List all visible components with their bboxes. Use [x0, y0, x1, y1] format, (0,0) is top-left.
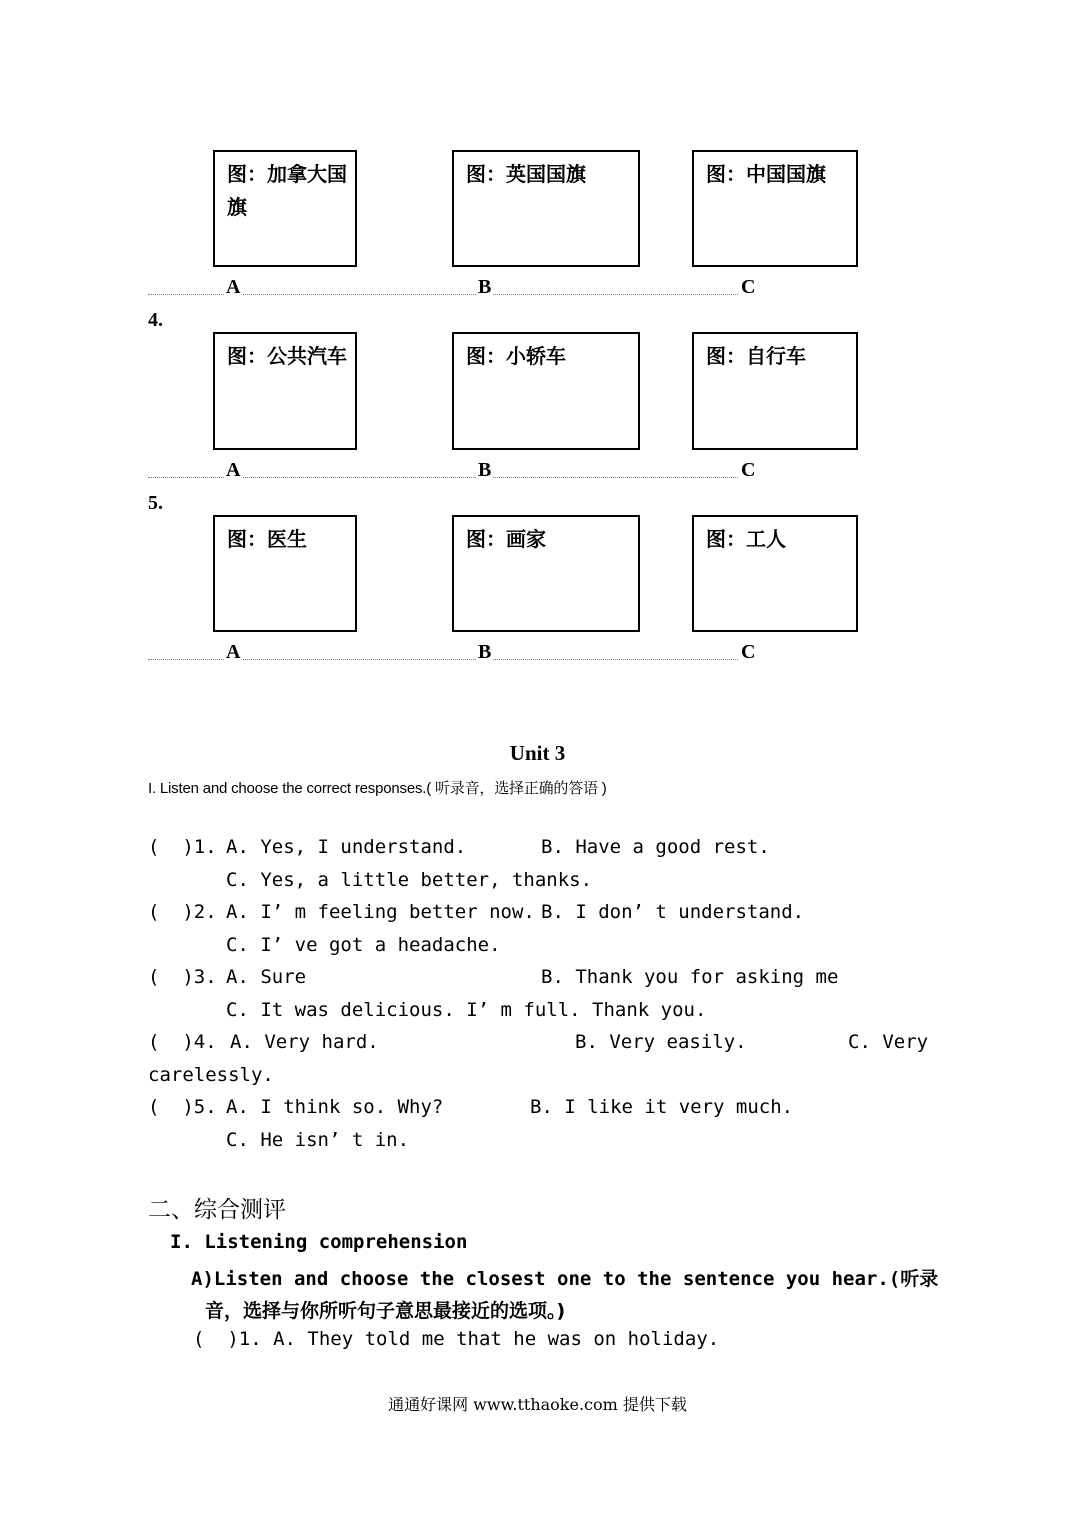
answer-bracket[interactable]: ( )4.: [148, 1031, 217, 1053]
option-letter-a: A: [226, 641, 241, 663]
option-letter-b: B: [478, 459, 492, 481]
option-c: C. It was delicious. I’ m full. Thank you.: [226, 999, 707, 1021]
picture-caption: 图：加拿大国旗: [227, 162, 347, 219]
answer-bracket[interactable]: ( )5.: [148, 1096, 217, 1118]
option-letter-c: C: [741, 641, 756, 663]
answer-bracket[interactable]: ( )1.: [148, 836, 217, 858]
picture-caption: 图：小轿车: [466, 344, 566, 368]
unit-title: Unit 3: [509, 741, 566, 765]
option-a: A. Very hard.: [230, 1031, 379, 1053]
option-letter-a: A: [226, 459, 241, 481]
option-a: A. Yes, I understand.: [226, 836, 467, 858]
picture-box-bicycle: [692, 332, 858, 450]
picture-box-painter: [452, 515, 640, 632]
option-b: B. Very easily.: [575, 1031, 747, 1053]
option-letter-b: B: [478, 276, 492, 298]
option-c: C. Very: [848, 1031, 929, 1053]
option-b: B. Have a good rest.: [541, 836, 770, 858]
footer-credit: 通通好课网 www.tthaoke.com 提供下载: [388, 1395, 687, 1414]
picture-box-bus: [213, 332, 357, 450]
picture-caption: 图：工人: [706, 527, 786, 551]
answer-bracket[interactable]: ( )2.: [148, 901, 217, 923]
picture-caption: 图：画家: [466, 527, 546, 551]
section2-question-1: ( )1. A. They told me that he was on holiday.: [193, 1328, 720, 1350]
picture-caption: 图：医生: [227, 527, 307, 551]
option-a: A. I think so. Why?: [226, 1096, 444, 1118]
unit-instruction: I. Listen and choose the correct responses.( 听录音，选择正确的答语 ): [148, 780, 607, 797]
picture-box-doctor: [213, 515, 357, 632]
picture-caption: 图：中国国旗: [706, 162, 826, 186]
option-c: C. He isn’ t in.: [226, 1129, 410, 1151]
option-letter-a: A: [226, 276, 241, 298]
answer-bracket[interactable]: ( )3.: [148, 966, 217, 988]
option-letter-c: C: [741, 459, 756, 481]
option-b: B. I don’ t understand.: [541, 901, 805, 923]
option-letter-c: C: [741, 276, 756, 298]
picture-box-uk-flag: [452, 150, 640, 267]
option-c-continuation: carelessly.: [148, 1064, 274, 1086]
section-heading: 二、综合测评: [148, 1197, 286, 1223]
option-b: B. Thank you for asking me: [541, 966, 839, 988]
sub-instruction-line-2: 音，选择与你所听句子意思最接近的选项。): [205, 1300, 566, 1322]
picture-box-china-flag: [692, 150, 858, 267]
question-number: 4.: [148, 309, 163, 331]
option-a: A. I’ m feeling better now.: [226, 901, 535, 923]
picture-box-worker: [692, 515, 858, 632]
picture-caption: 图：公共汽车: [227, 344, 347, 368]
picture-box-car: [452, 332, 640, 450]
question-number: 5.: [148, 492, 163, 514]
picture-box-canada-flag: [213, 150, 357, 267]
picture-caption: 图：英国国旗: [466, 162, 586, 186]
part-heading: I. Listening comprehension: [170, 1231, 468, 1253]
option-c: C. Yes, a little better, thanks.: [226, 869, 593, 891]
option-letter-b: B: [478, 641, 492, 663]
sub-instruction-line-1: A)Listen and choose the closest one to the sentence you hear.(听录: [191, 1268, 939, 1290]
picture-caption: 图：自行车: [706, 344, 806, 368]
option-a: A. Sure: [226, 966, 307, 988]
option-b: B. I like it very much.: [530, 1096, 794, 1118]
option-c: C. I’ ve got a headache.: [226, 934, 501, 956]
